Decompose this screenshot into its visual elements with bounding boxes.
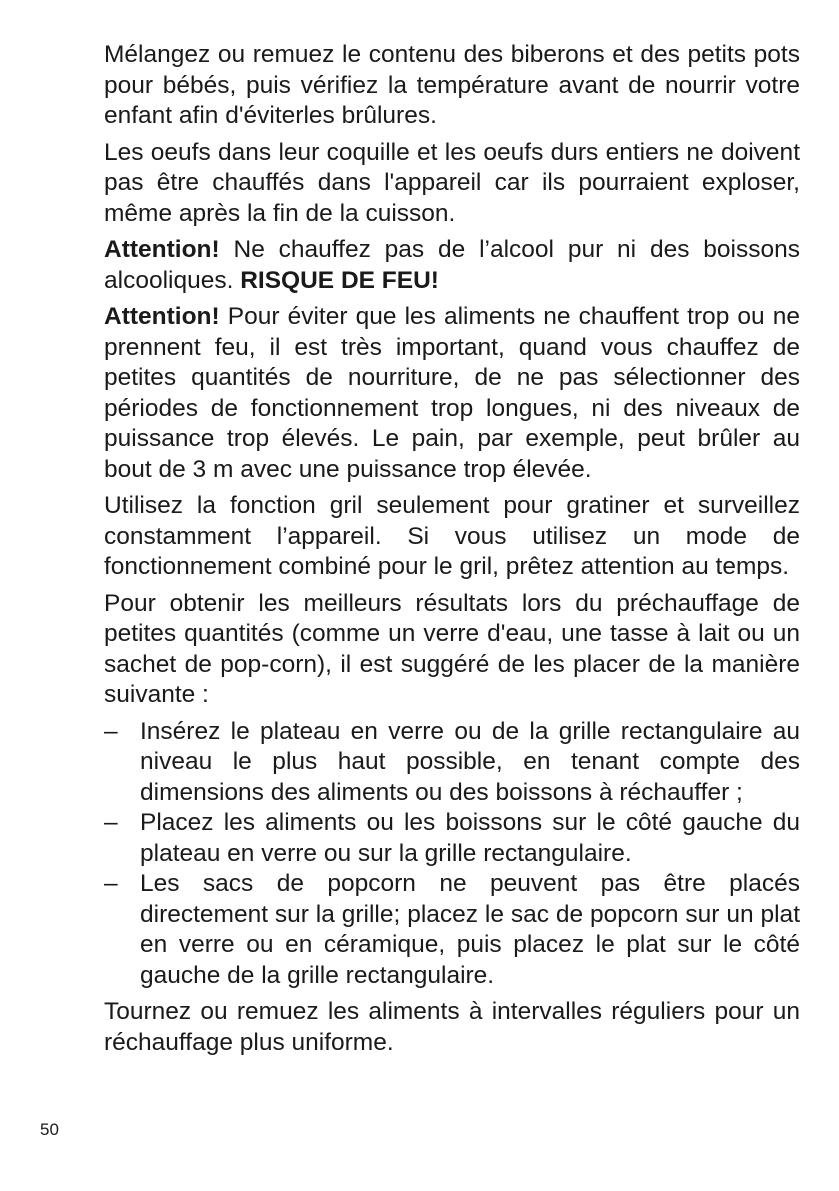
- dash-bullet: –: [104, 870, 118, 897]
- paragraph-overheating-warning: [104, 302, 800, 485]
- placement-list: [104, 717, 800, 992]
- paragraph-baby-bottles: Mélangez ou remuez le contenu des biberons et des petits pots pour bébés, puis vérifiez la température avant de nourrir votre enfant afin d'éviterles brûlures.: [104, 41, 800, 129]
- warning-text: Pour éviter que les aliments ne chauffent trop ou ne prennent feu, il est très important, quand vous chauffez de petites quantités de nourriture, de ne pas sélectionner des périodes de fonctionnement trop longues, ni des niveaux de puissance trop élevés. Le pain, par exemple, peut brûler au bout de 3 m avec une puissance trop élevée.: [104, 303, 800, 483]
- paragraph-stirring: Tournez ou remuez les aliments à intervalles réguliers pour un réchauffage plus uniforme.: [104, 998, 800, 1056]
- dash-bullet: –: [104, 809, 118, 836]
- page-number: 50: [40, 1120, 59, 1139]
- paragraph-alcohol-warning: [104, 235, 800, 296]
- list-item-text: Insérez le plateau en verre ou de la grille rectangulaire au niveau le plus haut possible, en tenant compte des dimensions des aliments ou des boissons à réchauffer ;: [140, 717, 800, 806]
- warning-text: Ne chauffez pas de l’alcool pur ni des boissons alcooliques.: [104, 236, 800, 294]
- list-item: [104, 808, 800, 869]
- warning-label: Attention!: [104, 303, 220, 330]
- dash-bullet: –: [104, 717, 118, 745]
- paragraph-eggs: Les oeufs dans leur coquille et les oeufs durs entiers ne doivent pas être chauffés dans l'appareil car ils pourraient exploser, même après la fin de la cuisson.: [104, 138, 800, 227]
- page-content: [104, 40, 800, 1064]
- warning-label: Attention!: [104, 236, 220, 263]
- paragraph-preheating: Pour obtenir les meilleurs résultats lors du préchauffage de petites quantités (comme un verre d'eau, une tasse à lait ou un sachet de pop-corn), il est suggéré de les placer de la manière suivante :: [104, 589, 800, 708]
- list-item-text: Les sacs de popcorn ne peuvent pas être placés directement sur la grille; placez le sac de popcorn sur un plat en verre ou en céramique, puis placez le plat sur le côté gauche de la grille rectangulaire.: [140, 870, 800, 989]
- fire-risk-emphasis: RISQUE DE FEU!: [240, 266, 439, 294]
- list-item-text: Placez les aliments ou les boissons sur le côté gauche du plateau en verre ou sur la grille rectangulaire.: [140, 809, 800, 867]
- list-item: [104, 717, 800, 809]
- paragraph-grill: Utilisez la fonction gril seulement pour gratiner et surveillez constamment l’appareil. Si vous utilisez un mode de fonctionnement combiné pour le gril, prêtez attention au temps.: [104, 492, 800, 580]
- list-item: [104, 869, 800, 991]
